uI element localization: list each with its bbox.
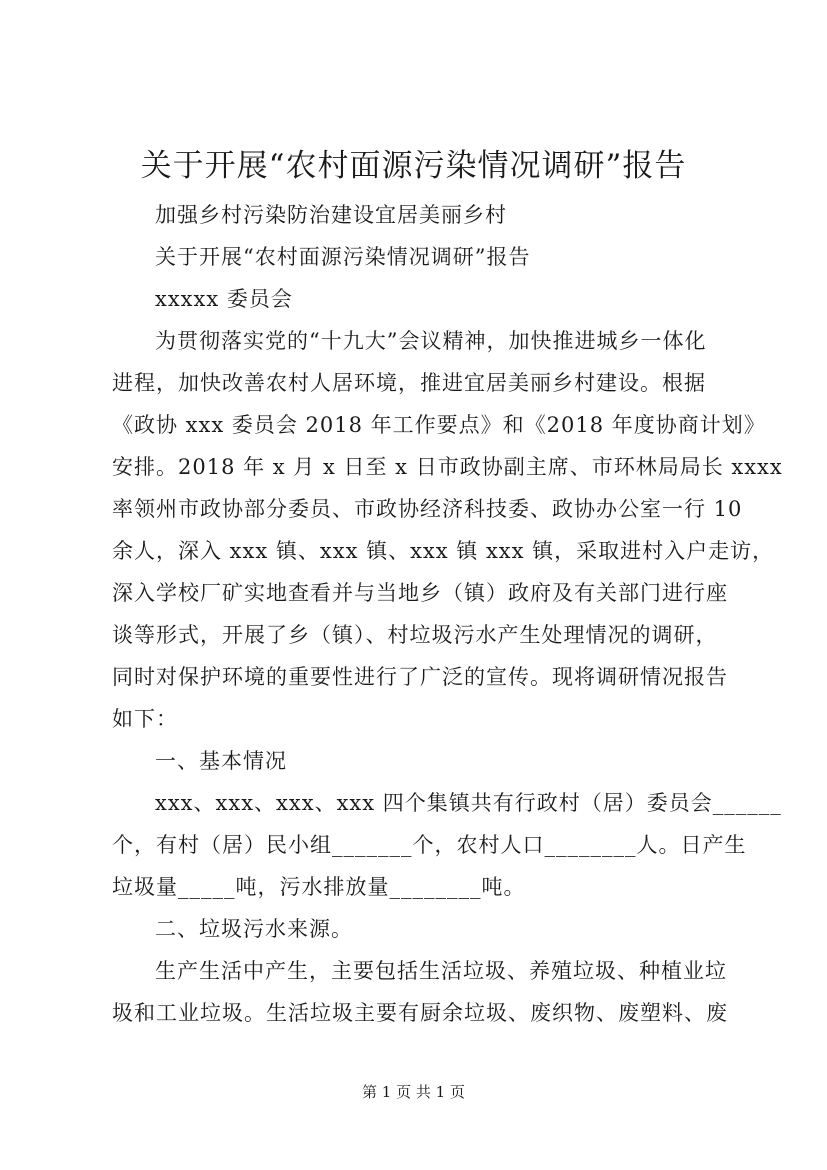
body-line: 生产生活中产生，主要包括生活垃圾、养殖垃圾、种植业垃 — [155, 959, 727, 983]
recipient-line: xxxxx 委员会 — [155, 287, 293, 311]
body-line: 进程，加快改善农村人居环境，推进宜居美丽乡村建设。根据 — [112, 371, 706, 395]
body-line: 率领州市政协部分委员、市政协经济科技委、政协办公室一行 10 — [112, 497, 743, 521]
body-line: 余人，深入 xxx 镇、xxx 镇、xxx 镇 xxx 镇，采取进村入户走访， — [112, 539, 775, 563]
page-footer: 第 1 页 共 1 页 — [362, 1083, 465, 1101]
body-line: 为贯彻落实党的“十九大”会议精神，加快推进城乡一体化 — [155, 329, 707, 353]
body-line: 谈等形式，开展了乡（镇）、村垃圾污水产生处理情况的调研， — [112, 623, 718, 647]
body-line: 深入学校厂矿实地查看并与当地乡（镇）政府及有关部门进行座 — [112, 581, 728, 605]
body-line: 安排。2018 年 x 月 x 日至 x 日市政协副主席、市环林局局长 xxxx — [112, 455, 783, 479]
body-line: 《政协 xxx 委员会 2018 年工作要点》和《2018 年度协商计划》 — [112, 413, 766, 437]
body-line: 个，有村（居）民小组_______个，农村人口________人。日产生 — [112, 833, 747, 857]
section-heading: 二、垃圾污水来源。 — [155, 917, 353, 941]
body-line: 同时对保护环境的重要性进行了广泛的宣传。现将调研情况报告 — [112, 665, 728, 689]
body-line: 垃圾量_____吨，污水排放量________吨。 — [112, 875, 526, 899]
heading-line: 关于开展“农村面源污染情况调研”报告 — [155, 245, 531, 269]
subtitle-line: 加强乡村污染防治建设宜居美丽乡村 — [155, 203, 507, 227]
body-line: xxx、xxx、xxx、xxx 四个集镇共有行政村（居）委员会______ — [155, 791, 782, 815]
body-line: 圾和工业垃圾。生活垃圾主要有厨余垃圾、废织物、废塑料、废 — [112, 1001, 728, 1025]
section-heading: 一、基本情况 — [155, 749, 287, 773]
document-title: 关于开展“农村面源污染情况调研”报告 — [140, 148, 687, 184]
body-line: 如下： — [112, 707, 178, 731]
